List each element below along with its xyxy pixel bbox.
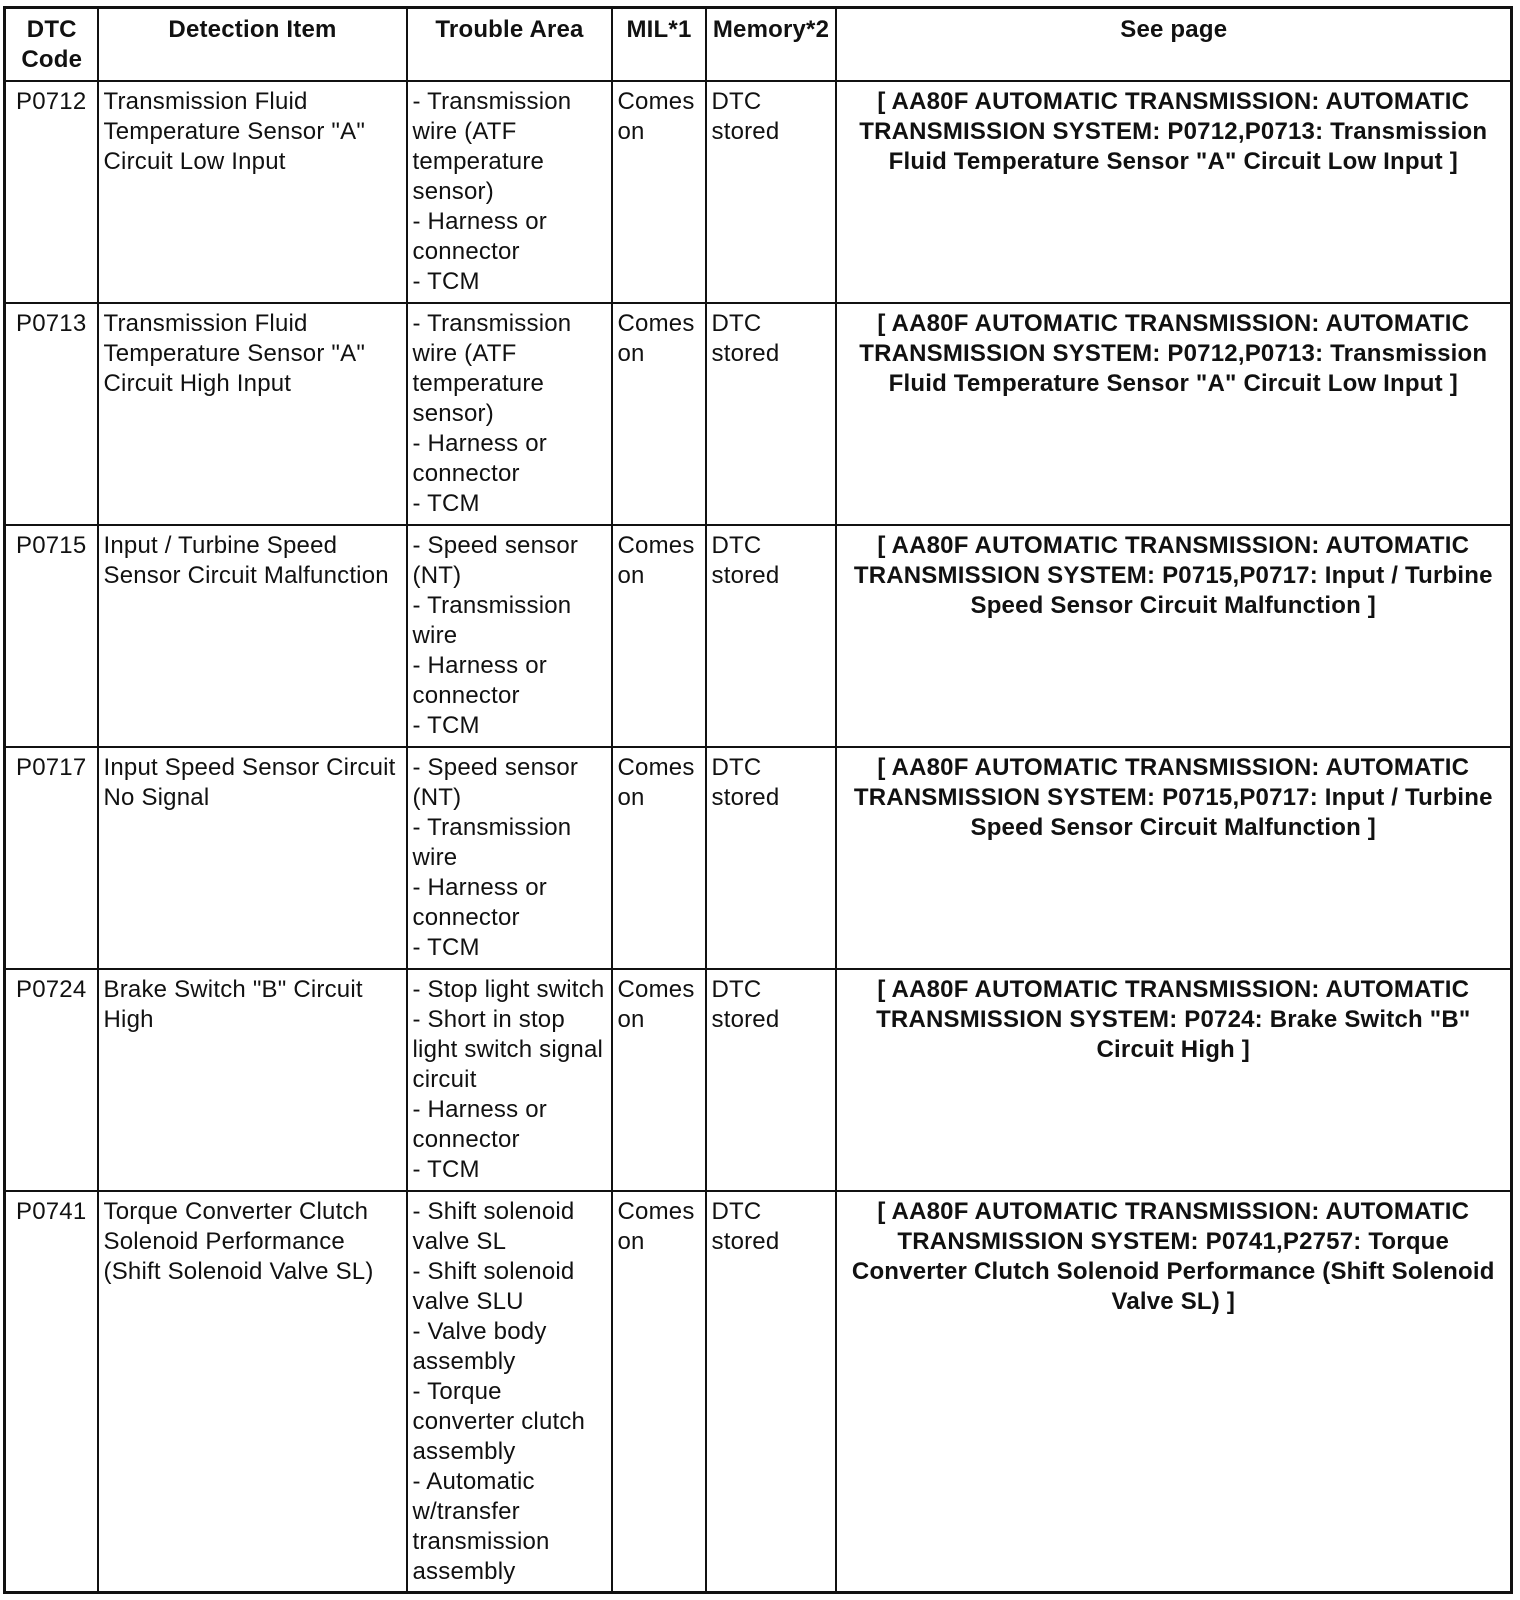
trouble-area-item: - Torque converter clutch assembly <box>412 1378 586 1465</box>
dtc-code-cell: P0715 <box>5 525 98 747</box>
dtc-code-cell: P0713 <box>5 303 98 525</box>
detection-item-cell: Transmission Fluid Temperature Sensor "A" Circuit Low Input <box>98 81 407 303</box>
trouble-area-item: - Stop light switch <box>412 976 605 1003</box>
trouble-area-cell <box>407 525 612 747</box>
trouble-area-item: - Transmission wire <box>412 814 572 871</box>
trouble-area-item: - Speed sensor (NT) <box>412 754 579 811</box>
dtc-code-cell: P0724 <box>5 969 98 1191</box>
dtc-code-cell: P0741 <box>5 1191 98 1593</box>
trouble-area-cell <box>407 747 612 969</box>
table-row <box>5 969 1512 1191</box>
memory-cell: DTC stored <box>706 1191 836 1593</box>
header-memory: Memory*2 <box>706 8 836 82</box>
header-dtc-code-line2: Code <box>21 46 83 73</box>
mil-cell: Comes on <box>612 303 706 525</box>
trouble-area-item: - Short in stop light switch signal circuit <box>412 1006 604 1093</box>
header-dtc-code <box>5 8 98 82</box>
trouble-area-item: - TCM <box>412 268 480 295</box>
memory-cell: DTC stored <box>706 303 836 525</box>
header-detection-item: Detection Item <box>98 8 407 82</box>
trouble-area-cell <box>407 81 612 303</box>
mil-cell: Comes on <box>612 747 706 969</box>
table-row <box>5 1191 1512 1593</box>
see-page-link[interactable]: [ AA80F AUTOMATIC TRANSMISSION: AUTOMATIC TRANSMISSION SYSTEM: P0712,P0713: Transmission Fluid Temperature Sensor "A" Circuit Low Input ] <box>836 303 1512 525</box>
dtc-code-cell: P0717 <box>5 747 98 969</box>
header-dtc-code-line1: DTC <box>26 16 77 43</box>
trouble-area-item: - TCM <box>412 490 480 517</box>
see-page-link[interactable]: [ AA80F AUTOMATIC TRANSMISSION: AUTOMATIC TRANSMISSION SYSTEM: P0715,P0717: Input / Turbine Speed Sensor Circuit Malfunction ] <box>836 747 1512 969</box>
trouble-area-item: - Valve body assembly <box>412 1318 547 1375</box>
trouble-area-item: - Harness or connector <box>412 208 547 265</box>
trouble-area-item: - Harness or connector <box>412 1096 547 1153</box>
see-page-link[interactable]: [ AA80F AUTOMATIC TRANSMISSION: AUTOMATIC TRANSMISSION SYSTEM: P0741,P2757: Torque Converter Clutch Solenoid Performance (Shift Solenoid Valve SL) ] <box>836 1191 1512 1593</box>
trouble-area-cell <box>407 303 612 525</box>
mil-cell: Comes on <box>612 81 706 303</box>
detection-item-cell: Brake Switch "B" Circuit High <box>98 969 407 1191</box>
trouble-area-item: - Shift solenoid valve SLU <box>412 1258 575 1315</box>
mil-cell: Comes on <box>612 525 706 747</box>
trouble-area-item: - Shift solenoid valve SL <box>412 1198 575 1255</box>
trouble-area-item: - TCM <box>412 934 480 961</box>
trouble-area-item: - Transmission wire (ATF temperature sensor) <box>412 88 572 205</box>
table-row <box>5 81 1512 303</box>
header-see-page: See page <box>836 8 1512 82</box>
trouble-area-item: - Harness or connector <box>412 874 547 931</box>
trouble-area-item: - TCM <box>412 712 480 739</box>
trouble-area-cell <box>407 1191 612 1593</box>
memory-cell: DTC stored <box>706 747 836 969</box>
detection-item-cell: Input Speed Sensor Circuit No Signal <box>98 747 407 969</box>
table-row <box>5 303 1512 525</box>
trouble-area-cell <box>407 969 612 1191</box>
mil-cell: Comes on <box>612 969 706 1191</box>
detection-item-cell: Torque Converter Clutch Solenoid Performance (Shift Solenoid Valve SL) <box>98 1191 407 1593</box>
memory-cell: DTC stored <box>706 969 836 1191</box>
dtc-table <box>3 6 1513 1594</box>
mil-cell: Comes on <box>612 1191 706 1593</box>
detection-item-cell: Transmission Fluid Temperature Sensor "A" Circuit High Input <box>98 303 407 525</box>
header-mil: MIL*1 <box>612 8 706 82</box>
trouble-area-item: - Speed sensor (NT) <box>412 532 579 589</box>
trouble-area-item: - Harness or connector <box>412 652 547 709</box>
memory-cell: DTC stored <box>706 525 836 747</box>
trouble-area-item: - Automatic w/transfer transmission assembly <box>412 1468 550 1585</box>
memory-cell: DTC stored <box>706 81 836 303</box>
header-trouble-area: Trouble Area <box>407 8 612 82</box>
table-header-row <box>5 8 1512 82</box>
trouble-area-item: - Transmission wire <box>412 592 572 649</box>
table-row <box>5 747 1512 969</box>
dtc-code-cell: P0712 <box>5 81 98 303</box>
see-page-link[interactable]: [ AA80F AUTOMATIC TRANSMISSION: AUTOMATIC TRANSMISSION SYSTEM: P0712,P0713: Transmission Fluid Temperature Sensor "A" Circuit Low Input ] <box>836 81 1512 303</box>
trouble-area-item: - Harness or connector <box>412 430 547 487</box>
see-page-link[interactable]: [ AA80F AUTOMATIC TRANSMISSION: AUTOMATIC TRANSMISSION SYSTEM: P0724: Brake Switch "B" Circuit High ] <box>836 969 1512 1191</box>
table-row <box>5 525 1512 747</box>
see-page-link[interactable]: [ AA80F AUTOMATIC TRANSMISSION: AUTOMATIC TRANSMISSION SYSTEM: P0715,P0717: Input / Turbine Speed Sensor Circuit Malfunction ] <box>836 525 1512 747</box>
trouble-area-item: - TCM <box>412 1156 480 1183</box>
detection-item-cell: Input / Turbine Speed Sensor Circuit Malfunction <box>98 525 407 747</box>
trouble-area-item: - Transmission wire (ATF temperature sensor) <box>412 310 572 427</box>
